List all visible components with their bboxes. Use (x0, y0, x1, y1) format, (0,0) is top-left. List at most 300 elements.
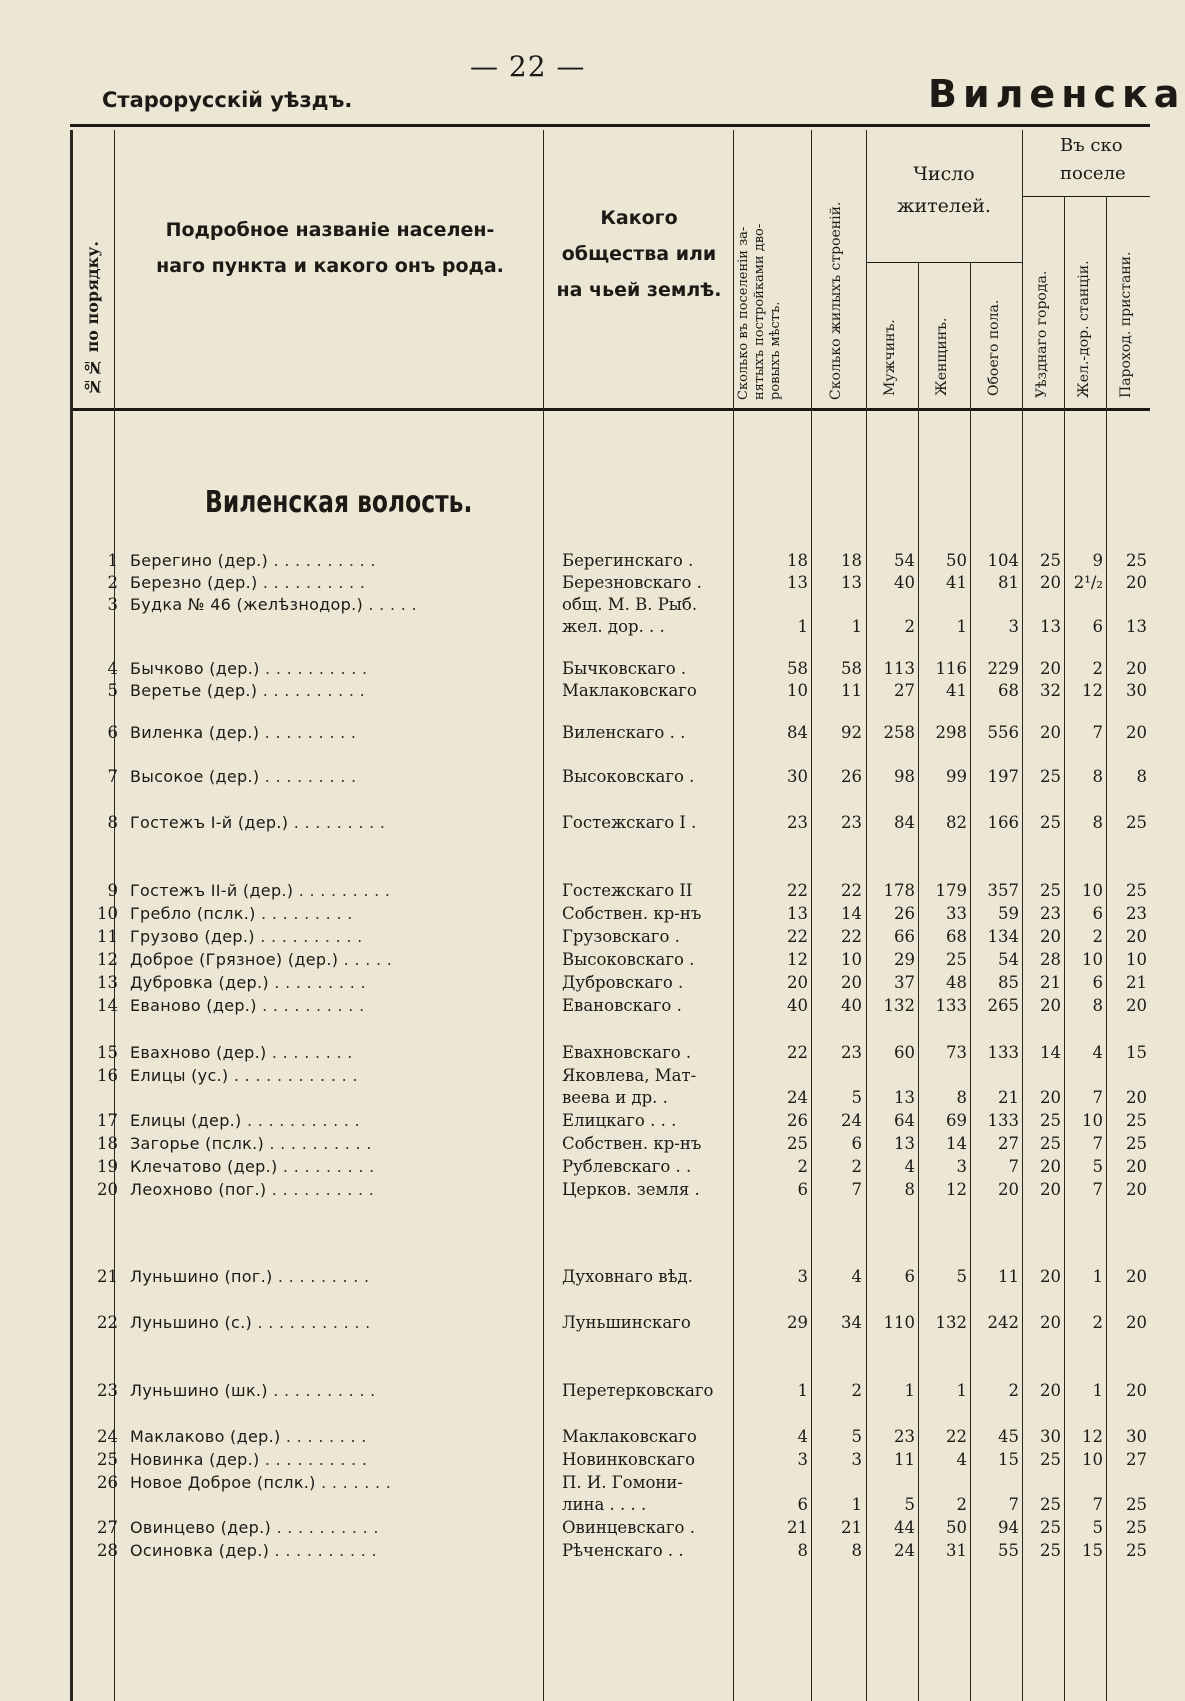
row-rail: 8 (1092, 996, 1103, 1015)
row-society: Яковлева, Мат- (562, 1066, 697, 1085)
row-leader-dots: . . . . . . . . . . . (252, 1313, 371, 1332)
row-town: 25 (1040, 813, 1061, 832)
row-leader-dots: . . . . . . . . . . . (241, 1111, 361, 1130)
row-m: 84 (894, 813, 915, 832)
row-society: Берегинскаго . (562, 551, 694, 570)
row-name-text: Дубровка (дер.) (130, 973, 269, 992)
table-row (0, 722, 1150, 744)
row-t: 2 (1008, 1381, 1019, 1400)
row-f: 68 (946, 927, 967, 946)
row-f: 33 (946, 904, 967, 923)
row-m: 60 (894, 1043, 915, 1062)
table-row (0, 594, 1150, 616)
row-t: 7 (1008, 1495, 1019, 1514)
row-number: 10 (97, 904, 118, 923)
col-header-town: Уѣзднаго города. (1034, 270, 1050, 398)
row-rail: 10 (1082, 950, 1103, 969)
row-town: 25 (1040, 1111, 1061, 1130)
row-bld: 13 (841, 573, 862, 592)
row-town: 25 (1040, 551, 1061, 570)
row-society: Рѣченскаго . . (562, 1541, 684, 1560)
row-f: 179 (935, 881, 967, 900)
row-rail: 2 (1092, 1313, 1103, 1332)
row-f: 41 (946, 681, 967, 700)
row-leader-dots: . . . . . (338, 950, 393, 969)
row-name-text: Клечатово (дер.) (130, 1157, 278, 1176)
row-m: 40 (894, 573, 915, 592)
row-yards: 10 (787, 681, 808, 700)
row-yards: 13 (787, 904, 808, 923)
row-rail: 8 (1092, 767, 1103, 786)
row-t: 3 (1008, 617, 1019, 636)
row-society: Виленскаго . . (562, 723, 686, 742)
col-header-women: Женщинъ. (934, 317, 950, 396)
row-number: 27 (97, 1518, 118, 1537)
row-society: Новинковскаго (562, 1450, 696, 1469)
table-row (0, 949, 1150, 971)
row-pier: 8 (1136, 767, 1147, 786)
row-pier: 21 (1126, 973, 1147, 992)
row-f: 82 (946, 813, 967, 832)
row-leader-dots: . . . . . . . . . (277, 1157, 375, 1176)
row-m: 98 (894, 767, 915, 786)
row-rail: 12 (1082, 1427, 1103, 1446)
row-number: 21 (97, 1267, 118, 1286)
row-leader-dots: . . . . . . . . . (259, 723, 357, 742)
row-rail: 1 (1092, 1381, 1103, 1400)
table-row (0, 1426, 1150, 1448)
row-bld: 14 (841, 904, 862, 923)
row-name-text: Грузово (дер.) (130, 927, 255, 946)
row-number: 14 (97, 996, 118, 1015)
table-row (0, 550, 1150, 572)
row-town: 20 (1040, 1381, 1061, 1400)
row-rail: 7 (1092, 1180, 1103, 1199)
row-name-text: Еваново (дер.) (130, 996, 257, 1015)
row-yards: 21 (787, 1518, 808, 1537)
row-town: 25 (1040, 767, 1061, 786)
table-row (0, 1266, 1150, 1288)
row-yards: 1 (797, 1381, 808, 1400)
row-bld: 26 (841, 767, 862, 786)
row-f: 133 (935, 996, 967, 1015)
row-yards: 40 (787, 996, 808, 1015)
row-yards: 30 (787, 767, 808, 786)
row-yards: 3 (797, 1450, 808, 1469)
row-t: 81 (998, 573, 1019, 592)
row-number: 9 (107, 881, 118, 900)
row-name (130, 903, 353, 925)
row-leader-dots: . . . . . . . . . (259, 767, 357, 786)
row-f: 5 (956, 1267, 967, 1286)
row-pier: 25 (1126, 813, 1147, 832)
row-bld: 6 (851, 1134, 862, 1153)
section-title: Виленская волость. (205, 485, 473, 520)
table-row (0, 572, 1150, 594)
row-pier: 13 (1126, 617, 1147, 636)
row-f: 1 (956, 1381, 967, 1400)
row-rail: 8 (1092, 813, 1103, 832)
row-name (130, 1179, 374, 1201)
table-row (0, 1110, 1150, 1132)
row-yards: 22 (787, 1043, 808, 1062)
row-name (130, 594, 417, 616)
row-f: 8 (956, 1088, 967, 1107)
row-f: 1 (956, 617, 967, 636)
row-rail: 10 (1082, 1450, 1103, 1469)
row-name-text: Леохново (пог.) (130, 1180, 267, 1199)
row-yards: 24 (787, 1088, 808, 1107)
row-town: 20 (1040, 723, 1061, 742)
row-name (130, 949, 392, 971)
row-name-text: Луньшино (с.) (130, 1313, 253, 1332)
row-m: 24 (894, 1541, 915, 1560)
table-row (0, 880, 1150, 902)
table-row (0, 680, 1150, 702)
row-t: 11 (998, 1267, 1019, 1286)
row-pier: 20 (1126, 996, 1147, 1015)
row-f: 14 (946, 1134, 967, 1153)
row-yards: 29 (787, 1313, 808, 1332)
row-name (130, 1042, 353, 1064)
row-society: Березновскаго . (562, 573, 702, 592)
row-name (130, 1312, 371, 1334)
row-t: 229 (987, 659, 1019, 678)
row-name-text: Елицы (дер.) (130, 1111, 242, 1130)
table-row (0, 658, 1150, 680)
row-society: Высоковскаго . (562, 767, 695, 786)
table-row (0, 1065, 1150, 1087)
row-rail: 10 (1082, 1111, 1103, 1130)
row-town: 14 (1040, 1043, 1061, 1062)
row-name-text: Виленка (дер.) (130, 723, 260, 742)
row-society: Маклаковскаго (562, 681, 697, 700)
row-name (130, 1426, 367, 1448)
row-number: 7 (107, 767, 118, 786)
row-name-text: Загорье (пслк.) (130, 1134, 264, 1153)
row-yards: 13 (787, 573, 808, 592)
row-town: 20 (1040, 996, 1061, 1015)
row-rail: 7 (1092, 1088, 1103, 1107)
row-pier: 25 (1126, 881, 1147, 900)
row-name (130, 1110, 360, 1132)
col-header-men: Мужчинъ. (882, 319, 898, 396)
row-society: П. И. Гомони- (562, 1473, 683, 1492)
row-pier: 20 (1126, 1180, 1147, 1199)
row-m: 64 (894, 1111, 915, 1130)
row-bld: 1 (851, 1495, 862, 1514)
row-pier: 25 (1126, 1111, 1147, 1130)
row-bld: 5 (851, 1427, 862, 1446)
row-t: 197 (987, 767, 1019, 786)
row-name-text: Елицы (ус.) (130, 1066, 229, 1085)
row-rail: 7 (1092, 1495, 1103, 1514)
row-t: 357 (987, 881, 1019, 900)
row-t: 55 (998, 1541, 1019, 1560)
row-society: Рублевскаго . . (562, 1157, 692, 1176)
row-leader-dots: . . . . . . . . . . (254, 927, 363, 946)
row-leader-dots: . . . . . . . . . . (257, 573, 366, 592)
row-number: 19 (97, 1157, 118, 1176)
row-society: Высоковскаго . (562, 950, 695, 969)
row-town: 20 (1040, 659, 1061, 678)
row-leader-dots: . . . . . . . . . . (269, 1541, 377, 1560)
row-town: 25 (1040, 1134, 1061, 1153)
row-town: 25 (1040, 1518, 1061, 1537)
row-name-text: Будка № 46 (желѣзнодор.) (130, 595, 364, 614)
row-bld: 40 (841, 996, 862, 1015)
table-row (0, 1179, 1150, 1201)
table-row (0, 1494, 1150, 1516)
row-number: 8 (107, 813, 118, 832)
row-bld: 2 (851, 1157, 862, 1176)
row-name (130, 1472, 391, 1494)
row-t: 104 (987, 551, 1019, 570)
row-pier: 23 (1126, 904, 1147, 923)
table-row (0, 1312, 1150, 1334)
row-pier: 20 (1126, 1267, 1147, 1286)
row-town: 32 (1040, 681, 1061, 700)
row-yards: 4 (797, 1427, 808, 1446)
row-t: 166 (987, 813, 1019, 832)
row-name (130, 550, 376, 572)
row-leader-dots: . . . . . . . . . . (259, 659, 368, 678)
row-number: 16 (97, 1066, 118, 1085)
row-f: 99 (946, 767, 967, 786)
row-town: 25 (1040, 1495, 1061, 1514)
row-rail: 15 (1082, 1541, 1103, 1560)
table-row (0, 766, 1150, 788)
page-number: — 22 — (470, 50, 586, 83)
row-rail: 2¹/₂ (1073, 573, 1103, 592)
row-bld: 2 (851, 1381, 862, 1400)
col-header-both: Обоего пола. (986, 299, 1002, 396)
row-name (130, 658, 367, 680)
row-f: 116 (935, 659, 967, 678)
row-society: Гостежскаго ІІ (562, 881, 693, 900)
table-row (0, 972, 1150, 994)
row-m: 11 (894, 1450, 915, 1469)
row-t: 242 (987, 1313, 1019, 1332)
row-m: 13 (894, 1088, 915, 1107)
row-f: 2 (956, 1495, 967, 1514)
row-f: 41 (946, 573, 967, 592)
row-bld: 21 (841, 1518, 862, 1537)
row-f: 25 (946, 950, 967, 969)
row-leader-dots: . . . . . . . . . . (266, 1180, 375, 1199)
row-t: 7 (1008, 1157, 1019, 1176)
row-m: 4 (904, 1157, 915, 1176)
row-rail: 6 (1092, 973, 1103, 992)
table-row (0, 1517, 1150, 1539)
row-name (130, 572, 365, 594)
row-town: 20 (1040, 1313, 1061, 1332)
row-town: 20 (1040, 1267, 1061, 1286)
row-town: 20 (1040, 927, 1061, 946)
row-bld: 18 (841, 551, 862, 570)
row-m: 1 (904, 1381, 915, 1400)
row-name-text: Маклаково (дер.) (130, 1427, 281, 1446)
row-pier: 15 (1126, 1043, 1147, 1062)
row-pier: 20 (1126, 659, 1147, 678)
row-bld: 23 (841, 1043, 862, 1062)
row-yards: 3 (797, 1267, 808, 1286)
row-name-text: Луньшино (пог.) (130, 1267, 273, 1286)
row-yards: 1 (797, 617, 808, 636)
row-m: 5 (904, 1495, 915, 1514)
row-name-text: Новинка (дер.) (130, 1450, 260, 1469)
row-bld: 11 (841, 681, 862, 700)
table-row (0, 1540, 1150, 1562)
row-leader-dots: . . . . . . . . . . (256, 996, 365, 1015)
row-name (130, 995, 364, 1017)
row-town: 30 (1040, 1427, 1061, 1446)
col-header-buildings: Сколько жилыхъ строеній. (828, 201, 844, 400)
row-name-text: Берегино (дер.) (130, 551, 269, 570)
row-name (130, 1517, 379, 1539)
row-leader-dots: . . . . . . . . . (272, 1267, 370, 1286)
row-bld: 8 (851, 1541, 862, 1560)
row-leader-dots: . . . . . . . . . . . . (228, 1066, 358, 1085)
row-number: 23 (97, 1381, 118, 1400)
row-number: 6 (107, 723, 118, 742)
row-name (130, 1266, 369, 1288)
row-leader-dots: . . . . . . . . . . (257, 681, 366, 700)
row-m: 2 (904, 617, 915, 636)
row-number: 11 (97, 927, 118, 946)
row-number: 17 (97, 1111, 118, 1130)
row-f: 22 (946, 1427, 967, 1446)
row-name (130, 1156, 375, 1178)
row-rail: 2 (1092, 659, 1103, 678)
row-leader-dots: . . . . . . . . . . (259, 1450, 368, 1469)
row-t: 59 (998, 904, 1019, 923)
row-yards: 84 (787, 723, 808, 742)
row-name (130, 1380, 376, 1402)
row-society: Гостежскаго І . (562, 813, 697, 832)
row-rail: 1 (1092, 1267, 1103, 1286)
row-pier: 20 (1126, 723, 1147, 742)
row-t: 134 (987, 927, 1019, 946)
row-leader-dots: . . . . . . . . . (288, 813, 386, 832)
col-header-yards: Сколько въ поселеніи за- нятыхъ постройками дво- ровыхъ мѣстъ. (736, 223, 783, 400)
row-name-text: Бычково (дер.) (130, 659, 260, 678)
row-number: 3 (107, 595, 118, 614)
row-society: Грузовскаго . (562, 927, 680, 946)
row-m: 6 (904, 1267, 915, 1286)
row-society: лина . . . . (562, 1495, 647, 1514)
row-name-text: Гребло (пслк.) (130, 904, 256, 923)
table-row (0, 1042, 1150, 1064)
row-number: 5 (107, 681, 118, 700)
row-t: 15 (998, 1450, 1019, 1469)
row-f: 298 (935, 723, 967, 742)
row-m: 8 (904, 1180, 915, 1199)
row-name (130, 1449, 367, 1471)
row-f: 31 (946, 1541, 967, 1560)
row-number: 15 (97, 1043, 118, 1062)
row-bld: 10 (841, 950, 862, 969)
row-rail: 6 (1092, 904, 1103, 923)
row-town: 21 (1040, 973, 1061, 992)
row-t: 68 (998, 681, 1019, 700)
row-f: 48 (946, 973, 967, 992)
row-society: Луньшинскаго (562, 1313, 691, 1332)
row-yards: 22 (787, 881, 808, 900)
row-name-text: Гостежъ ІІ-й (дер.) (130, 881, 294, 900)
row-m: 54 (894, 551, 915, 570)
row-bld: 20 (841, 973, 862, 992)
row-m: 29 (894, 950, 915, 969)
row-society: Собствен. кр-нъ (562, 1134, 702, 1153)
row-society: Евановскаго . (562, 996, 682, 1015)
row-bld: 3 (851, 1450, 862, 1469)
row-leader-dots: . . . . . . . . . . (264, 1134, 372, 1153)
row-society: Маклаковскаго (562, 1427, 697, 1446)
row-t: 21 (998, 1088, 1019, 1107)
row-yards: 2 (797, 1157, 808, 1176)
row-name-text: Евахново (дер.) (130, 1043, 267, 1062)
row-bld: 92 (841, 723, 862, 742)
row-pier: 25 (1126, 1541, 1147, 1560)
row-number: 26 (97, 1473, 118, 1492)
table-row (0, 1133, 1150, 1155)
row-number: 2 (107, 573, 118, 592)
inhabitants-subrule (866, 262, 1022, 263)
row-yards: 22 (787, 927, 808, 946)
row-bld: 4 (851, 1267, 862, 1286)
row-f: 69 (946, 1111, 967, 1130)
row-name-text: Веретье (дер.) (130, 681, 258, 700)
col-header-pier: Пароход. пристани. (1118, 251, 1134, 398)
row-name (130, 680, 365, 702)
row-society: Собствен. кр-нъ (562, 904, 702, 923)
row-town: 23 (1040, 904, 1061, 923)
row-leader-dots: . . . . . . . . . . (268, 551, 376, 570)
row-rail: 6 (1092, 617, 1103, 636)
row-society: Церков. земля . (562, 1180, 700, 1199)
table-row (0, 903, 1150, 925)
row-yards: 12 (787, 950, 808, 969)
row-name (130, 1065, 358, 1087)
row-pier: 30 (1126, 681, 1147, 700)
row-society: Елицкаго . . . (562, 1111, 677, 1130)
row-m: 23 (894, 1427, 915, 1446)
row-leader-dots: . . . . . . . . . (293, 881, 391, 900)
row-m: 27 (894, 681, 915, 700)
row-pier: 20 (1126, 1157, 1147, 1176)
row-name (130, 766, 356, 788)
row-bld: 7 (851, 1180, 862, 1199)
row-leader-dots: . . . . . . . (315, 1473, 392, 1492)
row-name (130, 722, 356, 744)
row-rail: 7 (1092, 1134, 1103, 1153)
row-t: 20 (998, 1180, 1019, 1199)
row-name-text: Овинцево (дер.) (130, 1518, 272, 1537)
row-t: 54 (998, 950, 1019, 969)
distance-subrule (1022, 196, 1150, 197)
row-name-text: Луньшино (шк.) (130, 1381, 268, 1400)
row-m: 178 (883, 881, 915, 900)
row-t: 45 (998, 1427, 1019, 1446)
row-bld: 5 (851, 1088, 862, 1107)
table-row (0, 926, 1150, 948)
row-name (130, 926, 363, 948)
table-row (0, 616, 1150, 638)
row-pier: 25 (1126, 1495, 1147, 1514)
row-leader-dots: . . . . . . . . . (255, 904, 353, 923)
row-bld: 24 (841, 1111, 862, 1130)
